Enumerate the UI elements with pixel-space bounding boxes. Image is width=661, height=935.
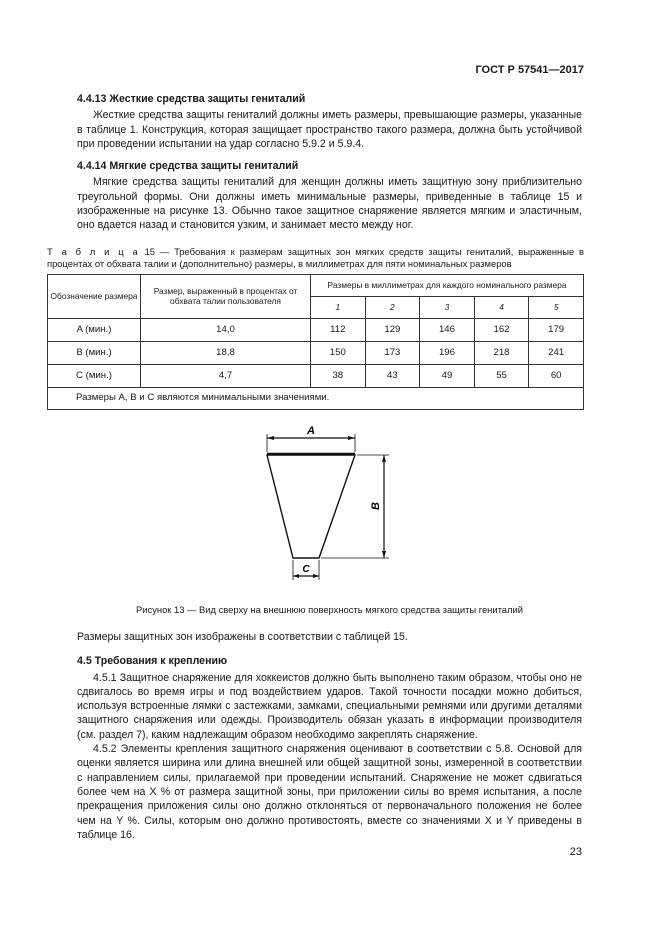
col-header-designation: Обозначение размера [48,274,141,318]
dim-c-label: C [302,563,310,575]
paragraph-4-5-2: 4.5.2 Элементы крепления защитного снаряжения оценивают в соответствии с 5.8. Основой для оценки является ширина или длина внешней или общей защитной зоны, измеренной в соответствии с направлением силы, прилагаемой при проведении испытаний. Снаряжение не может сдвигаться более чем на X % от размера защитной зоны, при приложении силы во время испытания, а после прекращения приложения силы оно должно отклоняться от первоначального положения не более чем на Y %. Силы, которым оно должно противостоять, вместе со значениями X и Y приведены в таблице 16. [77,743,582,841]
standard-header: ГОСТ Р 57541—2017 [475,64,584,76]
size-number: 1 [311,296,366,318]
dim-a-label: A [307,424,315,437]
row-value: 179 [529,318,584,341]
size-number: 4 [474,296,529,318]
arrow-icon [313,574,319,578]
row-name: C (мин.) [48,364,141,387]
heading-4-5: 4.5 Требования к креплению [77,655,228,668]
row-value: 43 [365,364,420,387]
row-percent: 4,7 [141,364,311,387]
table-15-caption [47,246,584,271]
table-row [48,364,584,387]
arrow-icon [348,436,355,440]
row-value: 241 [529,341,584,364]
row-value: 129 [365,318,420,341]
row-value: 150 [311,341,366,364]
paragraph-4-4-14: Мягкие средства защиты гениталий для женщин должны иметь защитную зону приблизительно треугольной формы. Они должны иметь минимальные размеры, приведенные в таблице 15 и изображенные на рисунке 13. Обычно такое защитное снаряжение является мягким и эластичным, оно вдается назад и становится узким, и занимает место между ног. [77,176,582,232]
figure-13-caption: Рисунок 13 — Вид сверху на внешнюю поверхность мягкого средства защиты гениталий [136,603,523,615]
arrow-icon [382,551,386,558]
table-label: Т а б л и ц а [47,245,140,257]
protective-zone-shape [267,455,355,558]
arrow-icon [293,574,299,578]
figure-13 [77,422,582,600]
row-name: B (мин.) [48,341,141,364]
size-number: 5 [529,296,584,318]
arrow-icon [382,455,386,462]
row-value: 38 [311,364,366,387]
table-caption-text: 15 — Требования к размерам защитных зон мягких средств защиты гениталий, выраженные в процентах от обхвата талии и (дополнительно) размеры, в миллиметрах для пяти номинальных размеров [47,245,584,270]
row-name: A (мин.) [48,318,141,341]
row-value: 218 [474,341,529,364]
row-value: 162 [474,318,529,341]
figure-13-drawing [257,422,407,598]
paragraph-4-5-1: 4.5.1 Защитное снаряжение для хоккеистов должно быть выполнено таким образом, чтобы оно не сдвигалось во время игры и под воздействием ударов. Такой точности посадки можно добиться, используя встроенные лямки с застежками, замками, специальными ремнями или другими деталями защитного снаряжения или одежды. Производитель обязан указать в информации производителя (см. раздел 7), каким надлежащим образом необходимо закреплять снаряжение. [77,671,582,741]
page-number: 23 [569,846,582,858]
table-row [48,341,584,364]
col-header-sizes-group: Размеры в миллиметрах для каждого номинального размера [311,274,584,296]
row-value: 146 [420,318,475,341]
row-value: 196 [420,341,475,364]
table-note: Размеры A, B и C являются минимальными значениями. [48,387,584,409]
row-value: 173 [365,341,420,364]
size-number: 2 [365,296,420,318]
figure-reference-text: Размеры защитных зон изображены в соответствии с таблицей 15. [77,630,408,643]
row-value: 49 [420,364,475,387]
row-value: 112 [311,318,366,341]
row-percent: 14,0 [141,318,311,341]
arrow-icon [267,436,274,440]
row-value: 55 [474,364,529,387]
table-row [48,318,584,341]
page-content [47,92,584,842]
paragraph-4-4-13: Жесткие средства защиты гениталий должны иметь размеры, превышающие размеры, указанные в таблице 1. Конструкция, которая защищает пространство такого размера, должна быть устойчивой при проведении испытании на удар согласно 5.9.2 и 5.9.4. [77,109,582,150]
size-number: 3 [420,296,475,318]
dim-b-label: B [370,501,382,510]
heading-4-4-13: 4.4.13 Жесткие средства защиты гениталий [77,93,306,105]
col-header-percent: Размер, выраженный в процентах от обхвата талии пользователя [141,274,311,318]
table-note-row [48,387,584,409]
row-value: 60 [529,364,584,387]
table-15 [47,274,584,410]
row-percent: 18,8 [141,341,311,364]
heading-4-4-14: 4.4.14 Мягкие средства защиты гениталий [77,160,299,173]
